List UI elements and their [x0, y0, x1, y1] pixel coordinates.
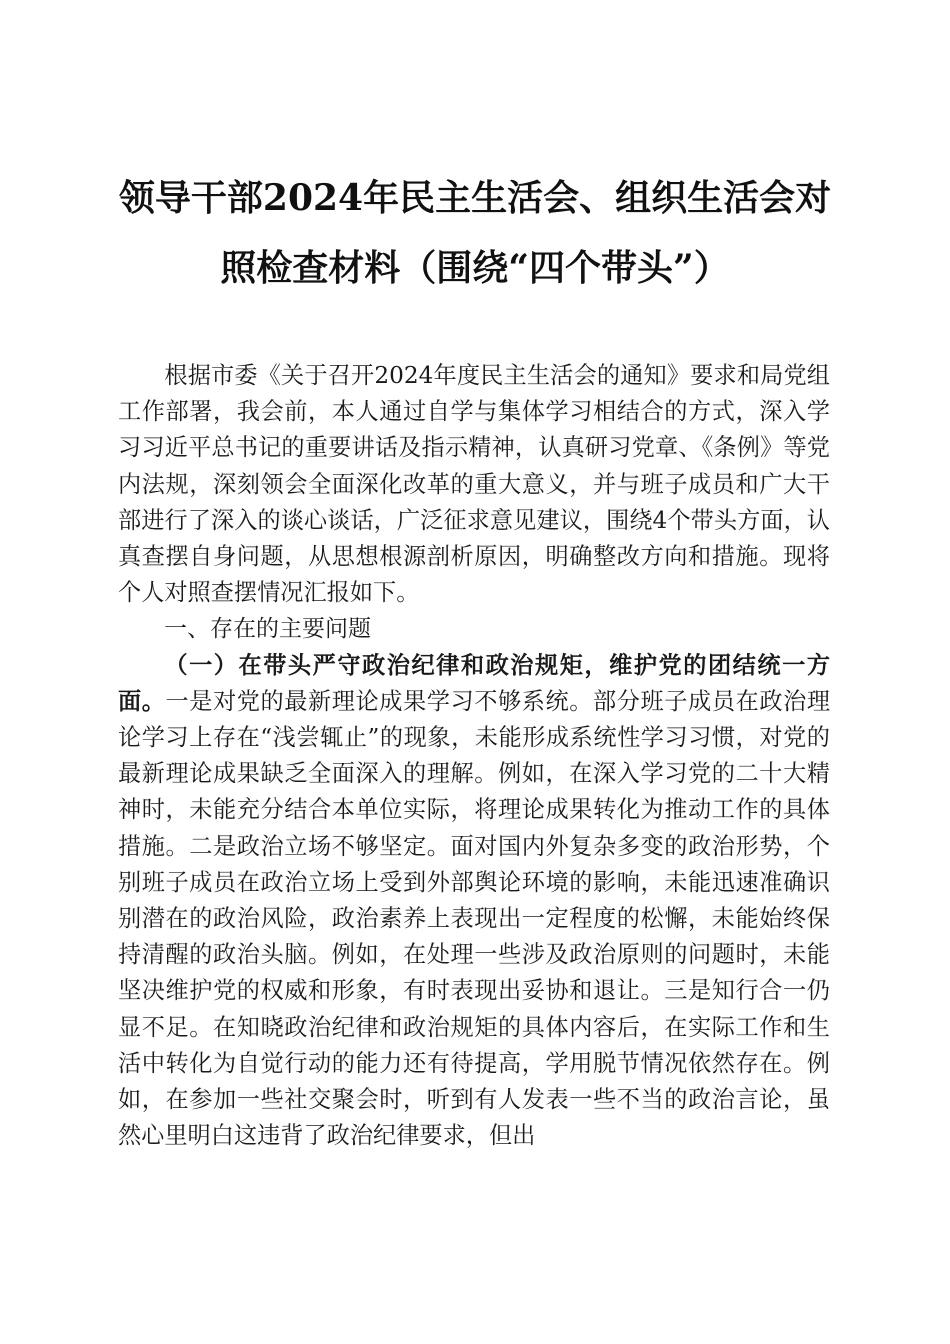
subsection-1-heading: （一）在带头严守政治纪律和政治规矩，维护党的团结统一方面。 — [118, 651, 830, 715]
intro-paragraph: 根据市委《关于召开2024年度民主生活会的通知》要求和局党组工作部署，我会前，本人通过自学与集体学习相结合的方式，深入学习习近平总书记的重要讲话及指示精神，认真研习党章、《条例》等党内法规，深刻领会全面深化改革的重大意义，并与班子成员和广大干部进行了深入的谈心谈话，广泛征求意见建议，围绕4个带头方面，认真查摆自身问题，从思想根源剖析原因，明确整改方向和措施。现将个人对照查摆情况汇报如下。 — [118, 362, 830, 607]
subsection-1-paragraph — [118, 648, 830, 1155]
subsection-1-body: 一是对党的最新理论成果学习不够系统。部分班子成员在政治理论学习上存在“浅尝辄止”的现象，未能形成系统性学习习惯，对党的最新理论成果缺乏全面深入的理解。例如，在深入学习党的二十大精神时，未能充分结合本单位实际，将理论成果转化为推动工作的具体措施。二是政治立场不够坚定。面对国内外复杂多变的政治形势，个别班子成员在政治立场上受到外部舆论环境的影响，未能迅速准确识别潜在的政治风险，政治素养上表现出一定程度的松懈，未能始终保持清醒的政治头脑。例如，在处理一些涉及政治原则的问题时，未能坚决维护党的权威和形象，有时表现出妥协和退让。三是知行合一仍显不足。在知晓政治纪律和政治规矩的具体内容后，在实际工作和生活中转化为自觉行动的能力还有待提高，学用脱节情况依然存在。例如，在参加一些社交聚会时，听到有人发表一些不当的政治言论，虽然心里明白这违背了政治纪律要求，但出 — [118, 687, 831, 1150]
document-title-line-1: 领导干部2024年民主生活会、组织生活会对 — [118, 177, 832, 219]
document-title-line-2: 照检查材料（围绕“四个带头”） — [220, 247, 730, 289]
document-body — [118, 358, 830, 1154]
section-heading-main-problems: 一、存在的主要问题 — [164, 616, 371, 643]
